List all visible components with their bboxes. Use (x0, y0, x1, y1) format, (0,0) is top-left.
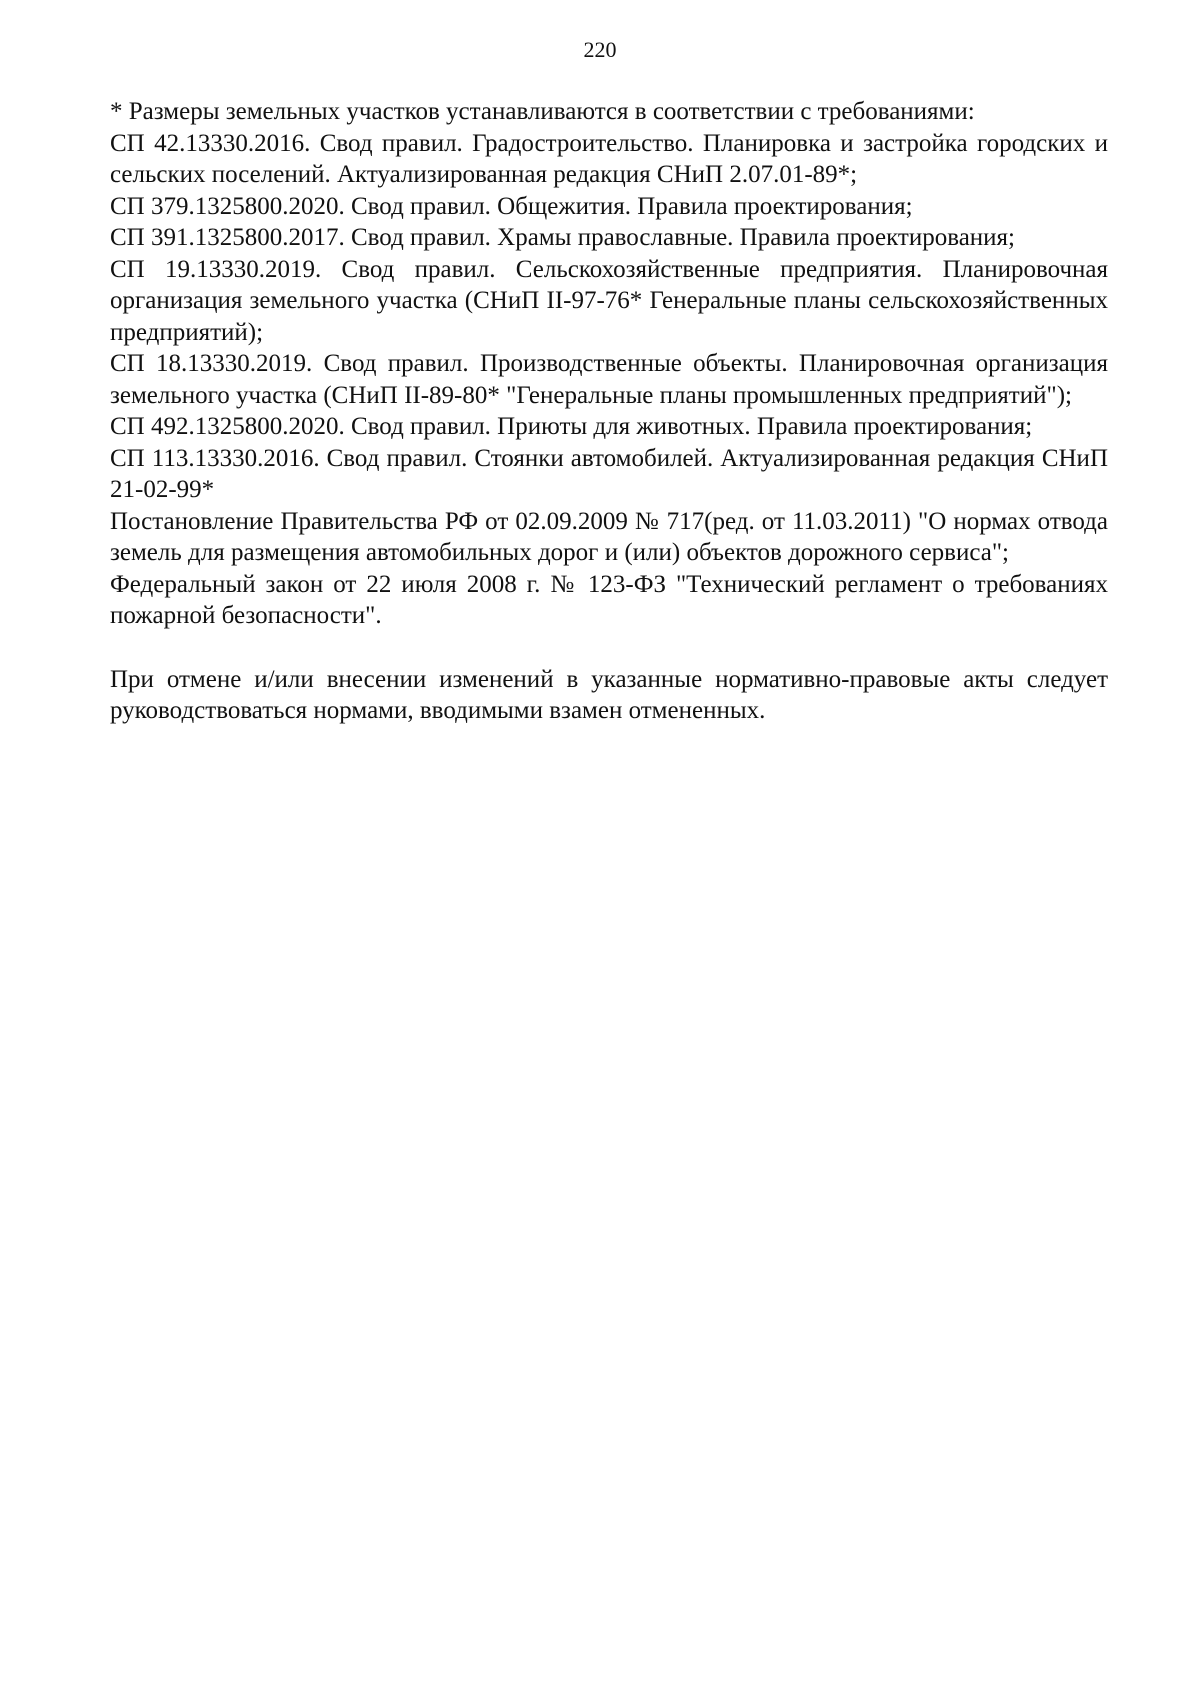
reference-government-decree: Постановление Правительства РФ от 02.09.2009 № 717(ред. от 11.03.2011) "О нормах отвода земель для размещения автомобильных дорог и (или) объектов дорожного сервиса"; (110, 507, 1108, 566)
closing-paragraph: При отмене и/или внесении изменений в указанные нормативно-правовые акты следует руководствоваться нормами, вводимыми взамен отмененных. (110, 665, 1108, 724)
page-number: 220 (583, 37, 617, 62)
reference-sp-19: СП 19.13330.2019. Свод правил. Сельскохозяйственные предприятия. Планировочная организация земельного участка (СНиП II-97-76* Генеральные планы сельскохозяйственных предприятий); (110, 255, 1108, 346)
reference-sp-42: СП 42.13330.2016. Свод правил. Градостроительство. Планировка и застройка городских и сельских поселений. Актуализированная редакция СНиП 2.07.01-89*; (110, 129, 1108, 188)
reference-sp-492: СП 492.1325800.2020. Свод правил. Приюты для животных. Правила проектирования; (110, 413, 1033, 440)
footnote-intro: * Размеры земельных участков устанавливаются в соответствии с требованиями: (110, 98, 975, 125)
reference-sp-113: СП 113.13330.2016. Свод правил. Стоянки автомобилей. Актуализированная редакция СНиП 21-02-99* (110, 444, 1108, 503)
reference-federal-law: Федеральный закон от 22 июля 2008 г. № 123-ФЗ "Технический регламент о требованиях пожарной безопасности". (110, 570, 1108, 629)
reference-sp-18: СП 18.13330.2019. Свод правил. Производственные объекты. Планировочная организация земельного участка (СНиП II-89-80* "Генеральные планы промышленных предприятий"); (110, 350, 1108, 409)
reference-sp-391: СП 391.1325800.2017. Свод правил. Храмы православные. Правила проектирования; (110, 224, 1015, 251)
page-body (110, 96, 1108, 727)
reference-sp-379: СП 379.1325800.2020. Свод правил. Общежития. Правила проектирования; (110, 192, 913, 220)
